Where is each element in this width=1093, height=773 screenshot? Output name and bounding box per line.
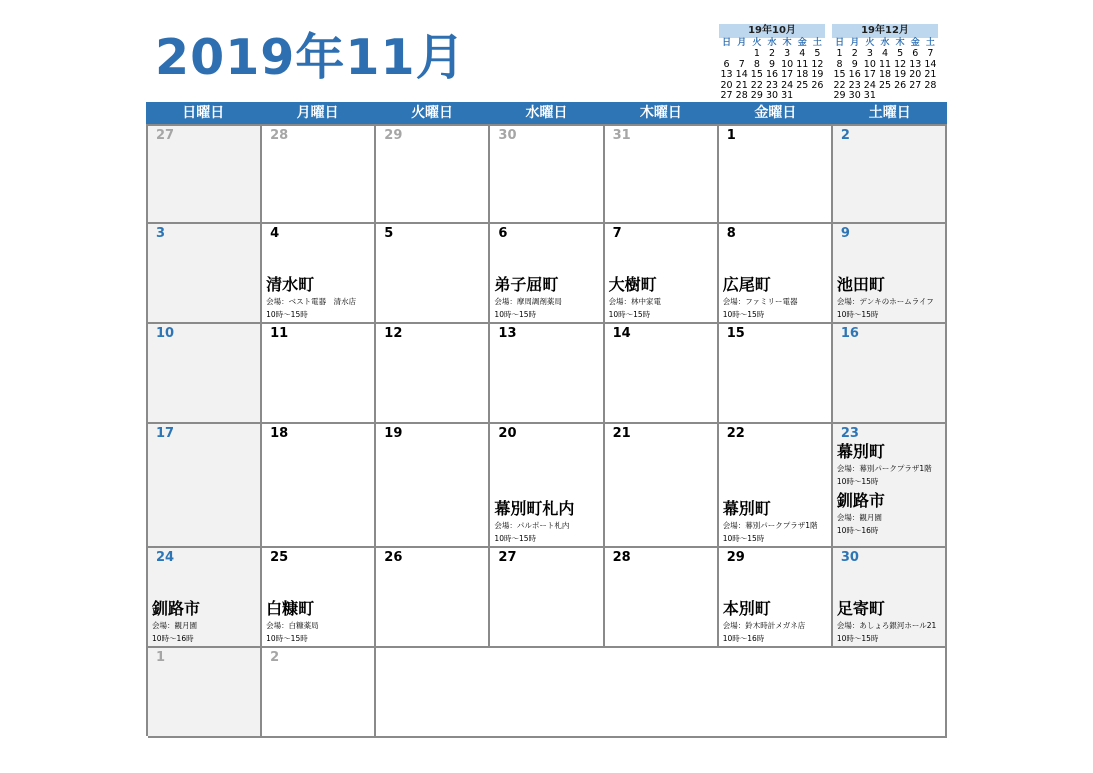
- mini-day: 15: [833, 69, 846, 81]
- event-time: 10時～15時: [608, 310, 651, 319]
- event-place: 大樹町: [608, 275, 657, 294]
- mini-day: 21: [735, 79, 748, 91]
- mini-day: 2: [768, 48, 776, 59]
- day-cell[interactable]: [376, 126, 490, 224]
- mini-calendar-days: [719, 49, 825, 102]
- mini-weekday: 日: [722, 38, 732, 48]
- mini-day: 4: [799, 48, 806, 59]
- mini-day: 25: [878, 79, 892, 91]
- event-place: 広尾町: [722, 275, 771, 294]
- mini-day: 14: [735, 69, 748, 81]
- mini-day: 18: [878, 69, 892, 81]
- day-number: 6: [498, 226, 508, 241]
- mini-day: 28: [924, 79, 937, 91]
- weekday-header-bar: [146, 102, 947, 124]
- day-number: 25: [270, 550, 289, 565]
- day-number: 29: [726, 550, 745, 565]
- day-cell[interactable]: [490, 324, 604, 424]
- event-list: [266, 275, 372, 321]
- day-cell[interactable]: [148, 548, 262, 648]
- event-time: 10時～16時: [836, 526, 879, 535]
- day-cell[interactable]: [490, 224, 604, 324]
- day-number: 27: [156, 128, 175, 143]
- event-venue: 会場：摩周調剤薬局: [494, 297, 562, 306]
- event-venue: 会場：ファミリー電器: [722, 297, 798, 306]
- event-place: 清水町: [266, 275, 315, 294]
- event[interactable]: [837, 599, 943, 645]
- mini-day: 11: [796, 58, 809, 70]
- mini-weekday: 水: [767, 38, 777, 48]
- event-list: [723, 499, 829, 545]
- day-number: 24: [156, 550, 175, 565]
- event-place: 弟子屈町: [494, 275, 559, 294]
- day-cell[interactable]: [605, 424, 719, 548]
- mini-day: 9: [851, 58, 858, 70]
- mini-day: 2: [851, 48, 858, 59]
- mini-day: 9: [768, 58, 776, 70]
- mini-weekday: 木: [895, 38, 905, 48]
- day-cell[interactable]: [833, 548, 947, 648]
- mini-weekday: 水: [880, 38, 890, 48]
- day-number: 20: [498, 426, 517, 441]
- mini-day: 1: [753, 48, 760, 59]
- weekday-header: 水曜日: [525, 105, 568, 121]
- day-number: 13: [498, 326, 517, 341]
- mini-day: 10: [863, 58, 876, 70]
- event[interactable]: [266, 275, 372, 321]
- mini-weekday: 月: [850, 38, 860, 48]
- event[interactable]: [609, 275, 715, 321]
- mini-day: 24: [781, 79, 794, 91]
- event[interactable]: [723, 499, 829, 545]
- day-cell[interactable]: [148, 424, 262, 548]
- day-number: 9: [840, 226, 850, 241]
- mini-day: 24: [863, 79, 876, 91]
- mini-day: [719, 49, 734, 60]
- day-cell[interactable]: [833, 224, 947, 324]
- day-cell[interactable]: [719, 324, 833, 424]
- event[interactable]: [723, 275, 829, 321]
- mini-weekday: 金: [910, 38, 920, 48]
- event-place: 釧路市: [152, 599, 201, 618]
- mini-day: 11: [878, 58, 892, 70]
- mini-day: 12: [894, 58, 907, 70]
- day-cell[interactable]: [262, 648, 376, 738]
- event-time: 10時～15時: [494, 310, 537, 319]
- day-number: 27: [498, 550, 517, 565]
- empty-area: [376, 648, 947, 738]
- day-number: 28: [270, 128, 289, 143]
- event-place: 幕別町: [836, 442, 885, 461]
- weekday-header: 木曜日: [639, 105, 682, 121]
- mini-day: 30: [765, 90, 779, 102]
- mini-weekday: 火: [752, 38, 762, 48]
- day-cell[interactable]: [148, 324, 262, 424]
- day-number: 1: [726, 128, 736, 143]
- day-cell[interactable]: [148, 126, 262, 224]
- day-cell[interactable]: [148, 648, 262, 738]
- mini-day: [795, 91, 810, 102]
- mini-day: 10: [781, 58, 794, 70]
- day-cell[interactable]: [262, 324, 376, 424]
- event-venue: 会場：鈴木時計メガネ店: [722, 621, 806, 630]
- day-cell[interactable]: [262, 548, 376, 648]
- day-number: 8: [726, 226, 736, 241]
- mini-day: 17: [781, 69, 794, 81]
- weekday-header: 火曜日: [411, 105, 454, 121]
- event-place: 白糠町: [266, 599, 315, 618]
- mini-calendar: [719, 24, 825, 102]
- mini-day: 8: [836, 58, 843, 70]
- event-list: [494, 499, 600, 545]
- mini-day: 7: [738, 58, 745, 70]
- day-cell[interactable]: [376, 324, 490, 424]
- mini-day: 8: [753, 58, 760, 70]
- mini-day: 14: [924, 58, 937, 70]
- event-place: 幕別町: [722, 499, 771, 518]
- mini-day: [893, 91, 908, 102]
- event-venue: 会場：林中家電: [608, 297, 662, 306]
- day-number: 18: [270, 426, 289, 441]
- mini-day: 25: [796, 79, 809, 91]
- mini-weekday: 金: [797, 38, 807, 48]
- day-number: 10: [156, 326, 175, 341]
- day-number: 5: [384, 226, 394, 241]
- day-cell[interactable]: [719, 424, 833, 548]
- event[interactable]: [837, 442, 943, 488]
- day-number: 2: [840, 128, 850, 143]
- event-time: 10時～15時: [836, 477, 879, 486]
- weekday-header: 金曜日: [754, 105, 797, 121]
- event-time: 10時～15時: [722, 310, 765, 319]
- event-list: [837, 275, 943, 321]
- mini-calendar-header: 19年12月: [832, 24, 938, 38]
- mini-day: 27: [909, 79, 922, 91]
- mini-day: [734, 49, 749, 60]
- day-cell[interactable]: [376, 224, 490, 324]
- event[interactable]: [494, 275, 600, 321]
- event-list: [152, 599, 258, 645]
- mini-calendar-days: [832, 49, 938, 102]
- event-place: 本別町: [722, 599, 771, 618]
- mini-day: 22: [833, 79, 846, 91]
- mini-day: 19: [894, 69, 907, 81]
- mini-weekday: 火: [865, 38, 875, 48]
- day-number: 16: [840, 326, 859, 341]
- event-time: 10時～16時: [722, 634, 765, 643]
- day-cell[interactable]: [605, 548, 719, 648]
- day-cell[interactable]: [376, 424, 490, 548]
- event[interactable]: [837, 491, 943, 537]
- day-number: 26: [384, 550, 403, 565]
- mini-day: 31: [863, 90, 876, 102]
- mini-day: 3: [784, 48, 791, 59]
- day-number: 7: [612, 226, 622, 241]
- day-number: 11: [270, 326, 289, 341]
- mini-day: 28: [735, 90, 748, 102]
- day-number: 1: [156, 650, 166, 665]
- event-venue: 会場：デンキのホームライフ: [836, 297, 934, 306]
- day-cell[interactable]: [490, 548, 604, 648]
- mini-day: 26: [811, 79, 824, 91]
- event-venue: 会場：幕別パークプラザ1階: [836, 464, 932, 473]
- event-time: 10時～15時: [836, 310, 879, 319]
- weekday-header: 土曜日: [868, 105, 911, 121]
- event-time: 10時～15時: [266, 310, 308, 319]
- mini-weekday: 日: [835, 38, 845, 48]
- event-venue: 会場：あしょろ銀河ホール21: [836, 621, 937, 630]
- day-cell[interactable]: [605, 324, 719, 424]
- mini-day: 12: [811, 58, 824, 70]
- mini-day: 31: [781, 90, 794, 102]
- event-time: 10時～16時: [152, 634, 194, 643]
- event-list: [723, 599, 829, 645]
- mini-day: 7: [927, 48, 934, 59]
- mini-day: 27: [720, 90, 733, 102]
- event[interactable]: [266, 599, 372, 645]
- mini-day: 26: [894, 79, 907, 91]
- day-cell[interactable]: [490, 126, 604, 224]
- mini-day: 19: [811, 69, 824, 81]
- mini-day: 29: [750, 90, 763, 102]
- calendar-title: 2019年11月: [155, 29, 466, 86]
- mini-day: 22: [750, 79, 763, 91]
- mini-calendar-header: 19年10月: [719, 24, 825, 38]
- mini-day: 30: [848, 90, 861, 102]
- day-cell[interactable]: [262, 224, 376, 324]
- day-cell[interactable]: [605, 224, 719, 324]
- event-list: [723, 275, 829, 321]
- day-cell[interactable]: [719, 548, 833, 648]
- event-time: 10時～15時: [836, 634, 879, 643]
- mini-day: 13: [909, 58, 922, 70]
- mini-day: 23: [765, 79, 779, 91]
- day-cell[interactable]: [833, 126, 947, 224]
- day-cell[interactable]: [376, 548, 490, 648]
- event-time: 10時～15時: [266, 634, 308, 643]
- mini-day: 4: [881, 48, 889, 59]
- mini-day: 5: [897, 48, 904, 59]
- event-time: 10時～15時: [722, 534, 765, 543]
- mini-day: 23: [848, 79, 861, 91]
- event-venue: 会場：パルポート札内: [494, 521, 570, 530]
- day-cell[interactable]: [605, 126, 719, 224]
- day-number: 3: [156, 226, 166, 241]
- day-cell[interactable]: [833, 324, 947, 424]
- event-list: [266, 599, 372, 645]
- day-number: 23: [840, 426, 859, 441]
- event[interactable]: [494, 499, 600, 545]
- day-number: 19: [384, 426, 403, 441]
- mini-day: 3: [866, 48, 873, 59]
- event-venue: 会場：観月園: [152, 621, 197, 630]
- event-venue: 会場：白糠薬局: [266, 621, 319, 630]
- day-number: 31: [612, 128, 631, 143]
- mini-day: 20: [720, 79, 733, 91]
- mini-day: [877, 91, 892, 102]
- mini-day: 6: [912, 48, 919, 59]
- event[interactable]: [723, 599, 829, 645]
- day-cell[interactable]: [833, 424, 947, 548]
- day-number: 15: [726, 326, 745, 341]
- day-number: 29: [384, 128, 403, 143]
- event-venue: 会場：ベスト電器 清水店: [266, 297, 357, 306]
- day-cell[interactable]: [262, 126, 376, 224]
- event-time: 10時～15時: [494, 534, 537, 543]
- day-cell[interactable]: [719, 224, 833, 324]
- mini-day: 29: [833, 90, 846, 102]
- event[interactable]: [152, 599, 258, 645]
- mini-day: 20: [909, 69, 922, 81]
- mini-day: 13: [720, 69, 733, 81]
- mini-day: [908, 91, 923, 102]
- mini-day: 21: [924, 69, 937, 81]
- day-cell[interactable]: [262, 424, 376, 548]
- event-list: [837, 599, 943, 645]
- event-place: 池田町: [836, 275, 885, 294]
- mini-day: 18: [796, 69, 809, 81]
- event[interactable]: [837, 275, 943, 321]
- event-place: 幕別町札内: [494, 499, 575, 518]
- day-number: 4: [270, 226, 280, 241]
- weekday-header: 日曜日: [182, 105, 225, 121]
- mini-day: 1: [836, 48, 843, 59]
- mini-day: [923, 91, 938, 102]
- day-number: 28: [612, 550, 631, 565]
- day-number: 30: [498, 128, 517, 143]
- day-number: 21: [612, 426, 631, 441]
- event-list: [837, 442, 943, 540]
- day-number: 30: [840, 550, 859, 565]
- day-cell[interactable]: [719, 126, 833, 224]
- mini-weekday: 土: [812, 38, 822, 48]
- day-cell[interactable]: [148, 224, 262, 324]
- month-grid: [146, 124, 947, 736]
- event-place: 釧路市: [836, 491, 885, 510]
- mini-day: 6: [723, 58, 730, 70]
- mini-day: 16: [848, 69, 861, 81]
- day-number: 12: [384, 326, 403, 341]
- mini-day: 15: [750, 69, 763, 81]
- event-list: [609, 275, 715, 321]
- mini-weekday: 月: [737, 38, 747, 48]
- day-number: 17: [156, 426, 175, 441]
- mini-day: 16: [765, 69, 779, 81]
- mini-weekday: 土: [925, 38, 935, 48]
- mini-calendar: [832, 24, 938, 102]
- mini-day: 5: [814, 48, 821, 59]
- event-venue: 会場：幕別パークプラザ1階: [722, 521, 818, 530]
- day-number: 22: [726, 426, 745, 441]
- event-place: 足寄町: [836, 599, 885, 618]
- weekday-header: 月曜日: [296, 105, 339, 121]
- day-cell[interactable]: [490, 424, 604, 548]
- day-number: 14: [612, 326, 631, 341]
- event-venue: 会場：観月園: [836, 513, 882, 522]
- mini-day: 17: [863, 69, 876, 81]
- day-number: 2: [270, 650, 280, 665]
- mini-weekday: 木: [782, 38, 792, 48]
- mini-day: [810, 91, 825, 102]
- event-list: [494, 275, 600, 321]
